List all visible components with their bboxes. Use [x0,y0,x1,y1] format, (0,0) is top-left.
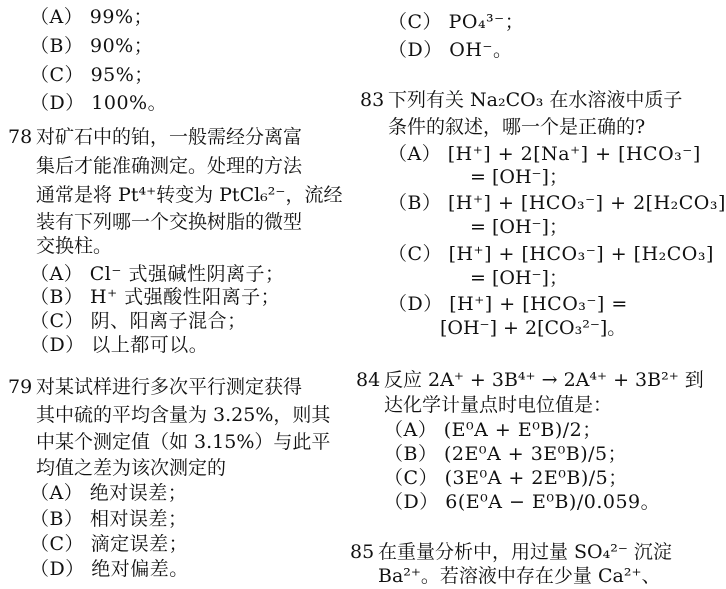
q78-option-c: （C） 阴、阳离子混合； [30,310,247,332]
q79-option-d: （D） 绝对偏差。 [30,558,189,580]
q85-stem-line-2: Ba²⁺。若溶液中存在少量 Ca²⁺、 [378,565,661,587]
q77-option-c: （C） 95%； [30,64,154,86]
q79-option-a: （A） 绝对误差； [30,482,188,504]
q84-stem-line-1: 反应 2A⁺ + 3B⁴⁺ → 2A⁴⁺ + 3B²⁺ 到 [384,369,704,391]
q84-option-c: （C） (3E⁰A + 2E⁰B)/5； [384,467,628,489]
q77-option-d: （D） 100%。 [30,92,168,114]
q83-option-b-cont: = [OH⁻]； [470,216,568,238]
q78-stem-line-4: 装有下列哪一个交换树脂的微型 [36,211,303,233]
q83-option-d-cont: [OH⁻] + 2[CO₃²⁻]。 [440,317,627,339]
q83-option-d: （D） [H⁺] + [HCO₃⁻] = [388,293,628,315]
q79-stem-line-4: 均值之差为该次测定的 [36,457,227,479]
q79-number: 79 [8,376,33,398]
q79-option-b: （B） 相对误差； [30,508,188,530]
q83-option-c-cont: = [OH⁻]； [470,267,568,289]
q84-option-d: （D） 6(E⁰A − E⁰B)/0.059。 [384,491,661,513]
q78-number: 78 [8,126,33,148]
q78-option-a: （A） Cl⁻ 式强碱性阴离子； [30,263,285,285]
q83-option-c: （C） [H⁺] + [HCO₃⁻] + [H₂CO₃] [388,243,714,265]
q78-stem-line-3: 通常是将 Pt⁴⁺转变为 PtCl₆²⁻，流经 [36,184,343,206]
q83-stem-line-2: 条件的叙述，哪一个是正确的? [388,116,646,138]
q83-stem-line-1: 下列有关 Na₂CO₃ 在水溶液中质子 [388,89,683,111]
q82-option-c: （C） PO₄³⁻； [388,11,525,33]
q78-option-d: （D） 以上都可以。 [30,334,209,356]
q78-stem-line-2: 集后才能准确测定。处理的方法 [36,155,303,177]
q79-stem-line-3: 中某个测定值（如 3.15%）与此平 [36,431,331,453]
q85-stem-line-1: 在重量分析中，用过量 SO₄²⁻ 沉淀 [378,541,672,563]
q84-option-b: （B） (2E⁰A + 3E⁰B)/5； [384,443,628,465]
q84-number: 84 [356,369,381,391]
q79-stem-line-2: 其中硫的平均含量为 3.25%，则其 [36,404,331,426]
q84-stem-line-2: 达化学计量点时电位值是： [384,394,613,416]
q77-option-b: （B） 90%； [30,35,154,57]
q79-option-c: （C） 滴定误差； [30,533,189,555]
q82-option-d: （D） OH⁻。 [388,39,513,61]
q78-stem-line-1: 对矿石中的铂，一般需经分离富 [36,126,303,148]
q83-option-a: （A） [H⁺] + 2[Na⁺] + [HCO₃⁻] [388,143,701,165]
q78-option-b: （B） H⁺ 式强酸性阳离子； [30,286,281,308]
q83-number: 83 [360,89,385,111]
q79-stem-line-1: 对某试样进行多次平行测定获得 [36,376,303,398]
q84-option-a: （A） (E⁰A + E⁰B)/2； [384,419,602,441]
q77-option-a: （A） 99%； [30,6,153,28]
q83-option-b: （B） [H⁺] + [HCO₃⁻] + 2[H₂CO₃] [388,192,726,214]
q83-option-a-cont: = [OH⁻]； [470,166,568,188]
q85-number: 85 [350,541,375,563]
q78-stem-line-5: 交换柱。 [36,235,113,257]
